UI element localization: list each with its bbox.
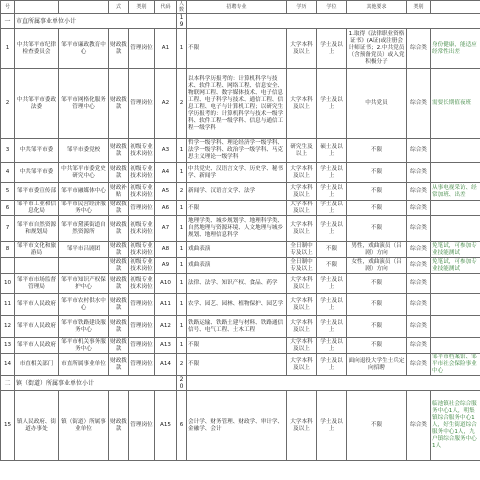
- cell-num: 1: [177, 258, 187, 274]
- cell-dept: 中共邹平市纪律检查委员会: [15, 29, 59, 69]
- cell-unit: 邹平市吕剧团: [59, 242, 109, 258]
- section-label: 镇（街道）所属事业单位小计: [15, 376, 177, 391]
- cell-post: 初级专业技术岗位: [129, 139, 155, 163]
- cell-dept: 邹平市文化和旅游局: [15, 242, 59, 258]
- cell-no: 3: [1, 139, 15, 163]
- header-cell: 学位: [317, 1, 347, 14]
- cell-dept: 镇人民政府、街道办事处: [15, 391, 59, 461]
- cell-code: A8: [155, 242, 177, 258]
- cell-fund: 财政拨款: [109, 354, 129, 376]
- cell-fund: 财政拨款: [109, 163, 129, 183]
- header-cell: 学历: [287, 1, 317, 14]
- cell-edu: 大学本科及以上: [287, 338, 317, 354]
- cell-num: 1: [177, 139, 187, 163]
- cell-code: A9: [155, 258, 177, 274]
- cell-dept: [15, 258, 59, 274]
- cell-edu: 大学本科及以上: [287, 274, 317, 294]
- header-cell: 人数: [177, 1, 187, 14]
- cell-degree: 不限: [317, 258, 347, 274]
- cell-no: 7: [1, 216, 15, 242]
- cell-cat: 综合类: [407, 391, 431, 461]
- cell-degree: 硕士及以上: [317, 139, 347, 163]
- cell-unit: 邹平市融媒体中心: [59, 183, 109, 201]
- section-number: 一: [1, 14, 15, 29]
- cell-post: 初级专业技术岗位: [130, 242, 153, 256]
- cell-fund: 财政拨款: [109, 139, 129, 163]
- cell-fund: 财政拨款: [109, 294, 129, 316]
- cell-dept: 邹平市人民政府: [15, 294, 59, 316]
- cell-unit: 市直所属事业单位: [59, 354, 109, 376]
- cell-cat: 综合类: [407, 29, 431, 69]
- cell-major: 戏曲表演: [187, 258, 287, 274]
- cell-no: 2: [1, 69, 15, 139]
- cell-degree: 学士及以上: [317, 294, 347, 316]
- cell-code: A2: [155, 69, 177, 139]
- cell-cat: 综合类: [407, 201, 431, 216]
- cell-req: 女性，戏曲演员（吕剧）方向: [347, 258, 407, 274]
- cell-dept: 邹平市市场监督管理局: [15, 274, 59, 294]
- cell-dept: 邹平市委宣传部: [15, 183, 59, 201]
- cell-num: 1: [177, 338, 187, 354]
- cell-edu: 大学本科及以上: [287, 391, 317, 461]
- cell-unit: 镇（街道）所属事业单位: [59, 391, 109, 461]
- cell-no: 10: [1, 274, 15, 294]
- cell-note: 需要长期值夜班: [431, 69, 480, 139]
- table-row: [1, 338, 480, 354]
- cell-req: 不限: [347, 201, 407, 216]
- cell-num: 1: [177, 274, 187, 294]
- header-cell: [59, 1, 109, 14]
- cell-note: [431, 201, 480, 216]
- cell-post: 管理岗位: [129, 316, 155, 338]
- cell-post: 管理岗位: [129, 29, 155, 69]
- cell-no: 8: [1, 242, 15, 258]
- cell-fund: 财政拨款: [110, 258, 127, 272]
- table-row: [1, 391, 480, 461]
- cell-note: 免笔试，可参加专业技能测试: [431, 242, 480, 258]
- cell-note: [431, 139, 480, 163]
- cell-dept: 中共邹平市委: [15, 163, 59, 183]
- cell-req: 不限: [347, 391, 407, 461]
- cell-req: 不限: [347, 139, 407, 163]
- cell-post: 管理岗位: [129, 391, 155, 461]
- cell-req: 男性，戏曲演员（吕剧）方向: [347, 242, 407, 258]
- cell-code: A13: [155, 338, 177, 354]
- cell-note: 邹平市档案馆、邹平市社会保险事业中心: [431, 354, 480, 376]
- cell-num: 1: [177, 294, 187, 316]
- cell-degree: 学士及以上: [317, 69, 347, 139]
- cell-major: 法律、法学、知识产权、食品、药学: [187, 274, 287, 294]
- table-row: [1, 201, 480, 216]
- cell-note: [431, 163, 480, 183]
- cell-major: 农学、园艺、园林、植物保护、园艺学: [187, 294, 287, 316]
- table-row: [1, 216, 480, 242]
- cell-num: 1: [177, 316, 187, 338]
- table-row: [1, 29, 480, 69]
- cell-post: 管理岗位: [129, 294, 155, 316]
- cell-fund: 财政拨款: [109, 29, 129, 69]
- header-cell: 号: [1, 1, 15, 14]
- cell-edu: 大学本科及以上: [287, 201, 317, 216]
- cell-post: 管理岗位: [129, 201, 155, 216]
- cell-no: 4: [1, 163, 15, 183]
- cell-note: 临池镇社会综合服务中心1人，明集镇综合服务中心1人，好生街道综合服务中心1人，九户镇综合服务中心1人: [431, 391, 480, 461]
- cell-degree: 学士及以上: [317, 316, 347, 338]
- cell-req: 1.取得《法律职业资格证书》(A证)或注册会计师证书；2.中共党员（含预备党员）或入党积极分子: [347, 29, 407, 69]
- section-subtotal-row: [1, 376, 480, 391]
- cell-unit: 邹平市网格化服务管理中心: [59, 69, 109, 139]
- cell-unit: 中共邹平市委党史研究中心: [59, 163, 109, 183]
- cell-num: 1: [177, 163, 187, 183]
- cell-unit: 邹平市黛溪街道自然资源所: [59, 216, 109, 242]
- cell-code: A4: [155, 163, 177, 183]
- cell-note: 身份健康，能适应经常性出差: [431, 29, 480, 69]
- cell-unit: 邹平市农村供水中心: [59, 294, 109, 316]
- cell-fund: 财政拨款: [110, 338, 127, 352]
- table-row: [1, 139, 480, 163]
- cell-cat: 综合类: [407, 258, 431, 274]
- section-label: 市直所属事业单位小计: [15, 14, 177, 29]
- cell-unit: 邹平市民营经济服务中心: [59, 201, 109, 216]
- cell-no: 14: [1, 354, 15, 376]
- cell-code: A14: [155, 354, 177, 376]
- cell-num: 2: [177, 69, 187, 139]
- cell-cat: 综合类: [407, 354, 431, 376]
- cell-unit: 邹平市廉政教育中心: [59, 29, 109, 69]
- cell-degree: 学士及以上: [317, 216, 347, 242]
- cell-cat: 综合类: [407, 139, 431, 163]
- cell-req: 不限: [347, 183, 407, 201]
- cell-cat: 综合类: [407, 316, 431, 338]
- header-row: [1, 1, 480, 14]
- cell-edu: 大学本科及以上: [287, 316, 317, 338]
- section-filler: [187, 376, 480, 391]
- cell-cat: 综合类: [407, 69, 431, 139]
- cell-req: 不限: [347, 216, 407, 242]
- cell-post: 管理岗位: [129, 69, 155, 139]
- cell-edu: 大学本科及以上: [287, 216, 317, 242]
- cell-unit: 邹平市机关事务服务中心: [59, 338, 109, 354]
- cell-req: 不限: [347, 294, 407, 316]
- cell-req: 不限: [347, 338, 407, 354]
- cell-major: 铁路运输、铁路土建与材料、铁路通信信号、电气工程、土木工程: [187, 316, 287, 338]
- cell-edu: 大学本科及以上: [287, 69, 317, 139]
- cell-no: 6: [1, 201, 15, 216]
- cell-num: 2: [177, 354, 187, 376]
- cell-cat: 综合类: [407, 338, 431, 354]
- cell-post: 初级专业技术岗位: [129, 183, 155, 201]
- cell-major: 以本科学历报考的：计算机科学与技术、软件工程、网络工程、信息安全、物联网工程、数字媒体技术、电子信息工程、电子科学与技术、通信工程、信息工程、电子与计算机工程；以研究生学历报考的：计算机科学与技术一级学科、软件工程一级学科、信息与通信工程一级学科: [187, 69, 287, 139]
- header-cell: [15, 1, 59, 14]
- cell-degree: 学士及以上: [317, 201, 347, 216]
- cell-cat: 综合类: [407, 294, 431, 316]
- header-cell: 招聘专业: [187, 1, 287, 14]
- cell-degree: 学士及以上: [317, 274, 347, 294]
- cell-degree: 学士及以上: [317, 29, 347, 69]
- cell-code: A3: [155, 139, 177, 163]
- cell-note: [431, 316, 480, 338]
- cell-req: 面向退役大学生士兵定向招聘: [347, 354, 407, 376]
- cell-note: 免笔试，可参加专业技能测试: [431, 258, 480, 274]
- cell-code: A12: [155, 316, 177, 338]
- cell-edu: 大学本科及以上: [287, 354, 317, 376]
- cell-cat: 综合类: [407, 216, 431, 242]
- table-row: [1, 354, 480, 376]
- cell-fund: 财政拨款: [109, 391, 129, 461]
- section-subtotal-row: [1, 14, 480, 29]
- cell-post: 管理岗位: [129, 338, 155, 354]
- cell-major: 不限: [187, 354, 287, 376]
- cell-dept: 市直相关部门: [15, 354, 59, 376]
- cell-unit: 邹平市知识产权保护中心: [59, 274, 109, 294]
- cell-code: A5: [155, 183, 177, 201]
- cell-dept: 邹平市自然资源和规划局: [15, 216, 59, 242]
- cell-req: 不限: [347, 316, 407, 338]
- cell-degree: 不限: [317, 242, 347, 258]
- header-cell: 代码: [155, 1, 177, 14]
- cell-no: 15: [1, 391, 15, 461]
- cell-unit: 邹平市铁路建设服务中心: [59, 316, 109, 338]
- cell-dept: 邹平市人民政府: [15, 338, 59, 354]
- cell-code: A10: [155, 274, 177, 294]
- table-row: [1, 294, 480, 316]
- cell-degree: 学士及以上: [317, 391, 347, 461]
- cell-code: A15: [155, 391, 177, 461]
- section-number: 二: [1, 376, 15, 391]
- cell-fund: 财政拨款: [109, 216, 129, 242]
- cell-cat: 综合类: [407, 163, 431, 183]
- cell-num: 1: [177, 29, 187, 69]
- cell-fund: 财政拨款: [109, 316, 129, 338]
- cell-fund: 财政拨款: [109, 274, 129, 294]
- cell-fund: 财政补贴: [109, 183, 129, 201]
- header-cell: 类别: [129, 1, 155, 14]
- table-row: [1, 274, 480, 294]
- cell-fund: 财政拨款: [109, 69, 129, 139]
- cell-degree: 学士及以上: [317, 338, 347, 354]
- cell-unit: 邹平市委党校: [59, 139, 109, 163]
- cell-note: [431, 338, 480, 354]
- cell-edu: 全日制中专及以上: [287, 258, 317, 274]
- section-total: 20: [177, 376, 187, 391]
- cell-fund: 财政拨款: [110, 201, 127, 214]
- cell-num: 6: [177, 391, 187, 461]
- cell-degree: 学士及以上: [317, 354, 347, 376]
- cell-dept: 中共邹平市委: [15, 139, 59, 163]
- cell-edu: 大学本科及以上: [287, 294, 317, 316]
- cell-degree: 学士及以上: [317, 183, 347, 201]
- cell-code: A1: [155, 29, 177, 69]
- cell-major: 哲学一级学科、理论经济学一级学科、法学一级学科、政治学一级学科、马克思主义理论一级学科: [187, 139, 287, 163]
- header-cell: 类别: [407, 1, 431, 14]
- cell-edu: 全日制中专及以上: [287, 242, 317, 258]
- cell-no: 1: [1, 29, 15, 69]
- cell-post: 初级专业技术岗位: [129, 216, 155, 242]
- cell-code: A7: [155, 216, 177, 242]
- cell-code: A11: [155, 294, 177, 316]
- cell-dept: 邹平市人民政府: [15, 316, 59, 338]
- cell-post: 初级专业技术岗位: [129, 274, 155, 294]
- cell-req: 中共党员: [347, 69, 407, 139]
- cell-unit: [59, 258, 109, 274]
- cell-note: [431, 274, 480, 294]
- cell-dept: 邹平市工业和信息化局: [15, 201, 59, 216]
- cell-major: 不限: [187, 29, 287, 69]
- cell-major: 新闻学、汉语言文学、法学: [187, 183, 287, 201]
- cell-major: 地理学类、城乡规划学、地理科学类、自然地理与资源环境、人文地理与城乡规划、地理信息科学: [187, 216, 287, 242]
- section-total: 19: [177, 14, 187, 29]
- cell-no: [1, 258, 15, 274]
- cell-cat: 综合类: [407, 183, 431, 201]
- cell-post: 初级专业技术岗位: [130, 258, 153, 272]
- cell-num: 1: [177, 201, 187, 216]
- cell-edu: 研究生及以上: [287, 139, 317, 163]
- header-cell: [431, 1, 480, 14]
- table-row: [1, 242, 480, 258]
- cell-req: 不限: [347, 274, 407, 294]
- cell-major: 戏曲表演: [187, 242, 287, 258]
- cell-major: 中共党史、汉语言文学、历史学、秘书学、新闻学: [187, 163, 287, 183]
- cell-dept: 中共邹平市委政法委: [15, 69, 59, 139]
- cell-no: 12: [1, 316, 15, 338]
- cell-edu: 大学本科及以上: [287, 183, 317, 201]
- cell-note: 从事电视采访、经常加班、出差: [431, 183, 480, 201]
- cell-major: 会计学、财务管理、财政学、审计学、金融学、会计: [187, 391, 287, 461]
- cell-note: [431, 294, 480, 316]
- cell-note: [431, 216, 480, 242]
- cell-no: 13: [1, 338, 15, 354]
- table-row: [1, 258, 480, 274]
- table-row: [1, 69, 480, 139]
- cell-cat: 综合类: [407, 242, 431, 258]
- cell-num: 2: [177, 183, 187, 201]
- cell-num: 1: [177, 242, 187, 258]
- cell-degree: 学士及以上: [317, 163, 347, 183]
- cell-fund: 财政拨款: [110, 242, 127, 256]
- cell-post: 初级专业技术岗位: [129, 163, 155, 183]
- section-filler: [187, 14, 480, 29]
- cell-edu: 大学本科及以上: [287, 29, 317, 69]
- table-row: [1, 163, 480, 183]
- cell-req: 不限: [347, 163, 407, 183]
- cell-cat: 综合类: [407, 274, 431, 294]
- cell-num: 1: [177, 216, 187, 242]
- cell-major: 不限: [187, 338, 287, 354]
- table-row: [1, 183, 480, 201]
- cell-post: 管理岗位: [129, 354, 155, 376]
- table-row: [1, 316, 480, 338]
- cell-edu: 大学本科及以上: [287, 163, 317, 183]
- cell-no: 11: [1, 294, 15, 316]
- cell-code: A6: [155, 201, 177, 216]
- cell-major: 不限: [187, 201, 287, 216]
- cell-no: 5: [1, 183, 15, 201]
- header-cell: 式: [109, 1, 129, 14]
- header-cell: 其他要求: [347, 1, 407, 14]
